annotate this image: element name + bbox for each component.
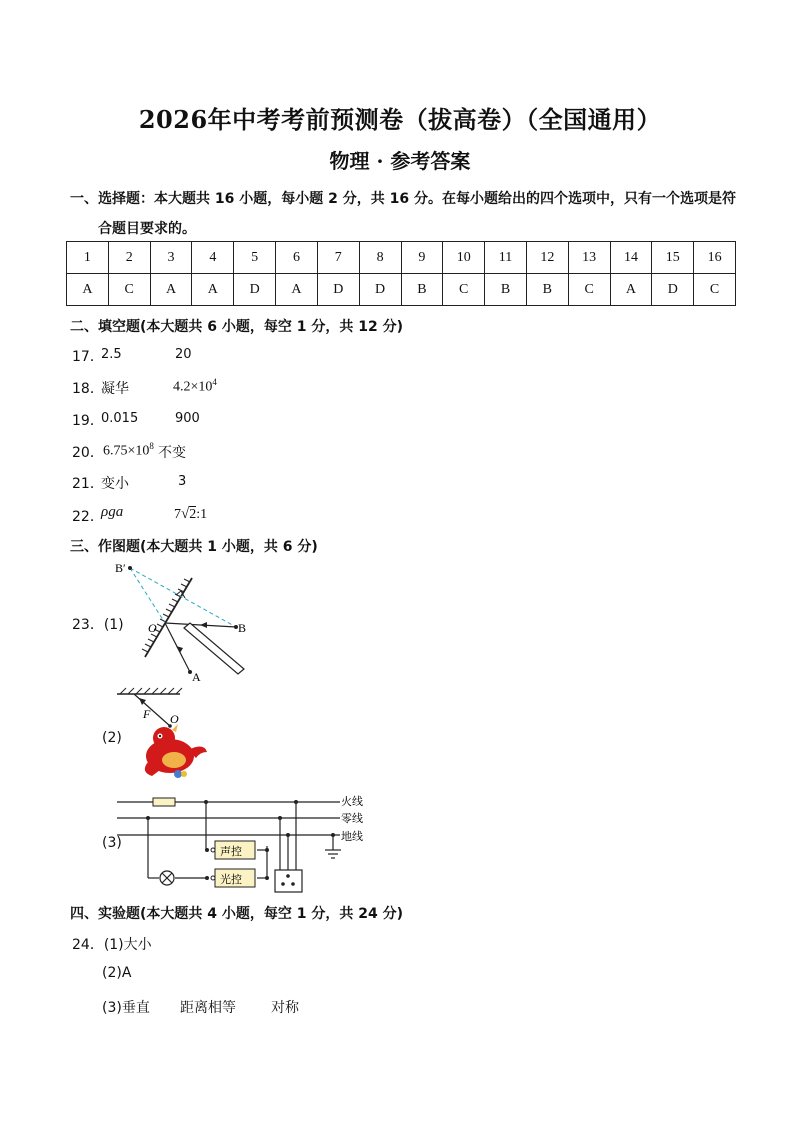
section2-heading: 二、填空题(本大题共 6 小题，每空 1 分，共 12 分) <box>70 319 404 335</box>
table-cell: 3 <box>150 242 192 274</box>
virtual-ray-dashed-line <box>130 568 165 623</box>
table-cell: C <box>568 274 610 306</box>
lamp-icon <box>160 871 174 885</box>
table-cell: 11 <box>485 242 527 274</box>
table-cell: 14 <box>610 242 652 274</box>
obstacle-bar <box>184 621 247 674</box>
table-cell: B <box>526 274 568 306</box>
table-cell: B <box>401 274 443 306</box>
answer-20-num: 20． <box>72 445 104 461</box>
answer-24-3-c: 对称 <box>271 1000 299 1016</box>
answer-table-numbers <box>67 242 736 274</box>
answer-24-3-b: 距离相等 <box>180 1000 236 1016</box>
page-subtitle: 物理 · 参考答案 <box>329 149 471 173</box>
table-cell: 5 <box>234 242 276 274</box>
table-cell: A <box>192 274 234 306</box>
table-cell: 4 <box>192 242 234 274</box>
table-cell: 10 <box>443 242 485 274</box>
perpendicular-dashed-line <box>130 568 236 627</box>
q23-part2-label: (2) <box>102 730 122 746</box>
label-o2: O <box>170 712 179 726</box>
live-wire-label: 火线 <box>341 796 363 808</box>
table-cell: D <box>652 274 694 306</box>
answer-18-num: 18． <box>72 381 104 397</box>
answer-24-3-a: (3)垂直 <box>102 1000 150 1016</box>
answer-18-a: 凝华 <box>101 381 129 397</box>
table-cell: A <box>276 274 318 306</box>
table-cell: 2 <box>108 242 150 274</box>
q23-part3-label: (3) <box>102 835 122 851</box>
ground-wire-label: 地线 <box>341 831 363 843</box>
table-cell: 1 <box>67 242 109 274</box>
answer-22-num: 22． <box>72 509 104 525</box>
label-a: A <box>192 670 201 684</box>
circuit-diagram <box>115 790 395 895</box>
answer-21-a: 变小 <box>101 476 129 492</box>
label-o: O <box>148 621 157 635</box>
dragon-icon <box>145 724 207 778</box>
table-cell: B <box>485 274 527 306</box>
table-cell: 6 <box>276 242 318 274</box>
answer-19-num: 19． <box>72 413 104 429</box>
answer-21-b: 3 <box>178 474 187 489</box>
table-cell: D <box>317 274 359 306</box>
incident-ray-arrow <box>200 622 207 628</box>
fuse-icon <box>153 798 175 806</box>
answer-17-num: 17． <box>72 349 104 365</box>
table-cell: 9 <box>401 242 443 274</box>
table-cell: 13 <box>568 242 610 274</box>
table-cell: A <box>610 274 652 306</box>
point-b-prime <box>128 566 132 570</box>
answer-20-b: 不变 <box>158 445 186 461</box>
section3-heading: 三、作图题(本大题共 1 小题，共 6 分) <box>70 539 318 555</box>
table-cell: C <box>694 274 736 306</box>
hanging-dragon-diagram <box>112 686 222 786</box>
answer-19-a: 0.015 <box>101 411 139 426</box>
answer-24-2: (2)A <box>102 965 132 981</box>
table-cell: 12 <box>526 242 568 274</box>
table-cell: C <box>108 274 150 306</box>
table-cell: 15 <box>652 242 694 274</box>
socket-icon <box>275 870 302 892</box>
answer-table <box>66 241 736 306</box>
table-cell: A <box>67 274 109 306</box>
q23-label: 23．(1) <box>72 617 124 633</box>
answer-22-a: ρga <box>101 504 124 520</box>
junction-dots <box>146 800 335 880</box>
reflected-ray-arrow <box>176 646 183 653</box>
table-cell: D <box>234 274 276 306</box>
answer-17-b: 20 <box>175 347 192 362</box>
label-f: F <box>143 707 151 721</box>
mirror-reflection-diagram <box>110 560 260 685</box>
table-cell: 16 <box>694 242 736 274</box>
label-b: B <box>238 621 247 635</box>
ground-symbol-icon <box>325 850 341 858</box>
answer-20-a: $6.75\times 10^8$ <box>103 441 154 459</box>
answer-24-1: 24．(1)大小 <box>72 937 152 953</box>
answer-22-b: 7√2:1 <box>174 506 208 522</box>
mirror-hatching <box>142 579 190 652</box>
answer-18-b: $4.2\times 10^4$ <box>173 377 217 395</box>
light-control-label: 光控 <box>220 874 242 886</box>
neutral-wire-label: 零线 <box>341 813 363 825</box>
answer-19-b: 900 <box>175 411 200 426</box>
sound-control-label: 声控 <box>220 846 242 858</box>
section1-heading-cont: 合题目要求的。 <box>98 221 196 237</box>
answer-21-num: 21． <box>72 476 104 492</box>
answer-17-a: 2.5 <box>101 347 122 362</box>
table-cell: 7 <box>317 242 359 274</box>
section4-heading: 四、实验题(本大题共 4 小题，每空 1 分，共 24 分) <box>70 906 404 922</box>
page-title: 2026年中考考前预测卷（拔高卷）（全国通用） <box>138 105 662 134</box>
table-cell: C <box>443 274 485 306</box>
label-b-prime: B′ <box>115 561 126 575</box>
table-cell: D <box>359 274 401 306</box>
ceiling-hatching <box>120 688 182 694</box>
table-cell: A <box>150 274 192 306</box>
section1-heading: 一、选择题：本大题共 16 小题，每小题 2 分，共 16 分。在每小题给出的四个选项中，只有一个选项是符 <box>70 191 736 207</box>
answer-table-answers <box>67 274 736 306</box>
table-cell: 8 <box>359 242 401 274</box>
